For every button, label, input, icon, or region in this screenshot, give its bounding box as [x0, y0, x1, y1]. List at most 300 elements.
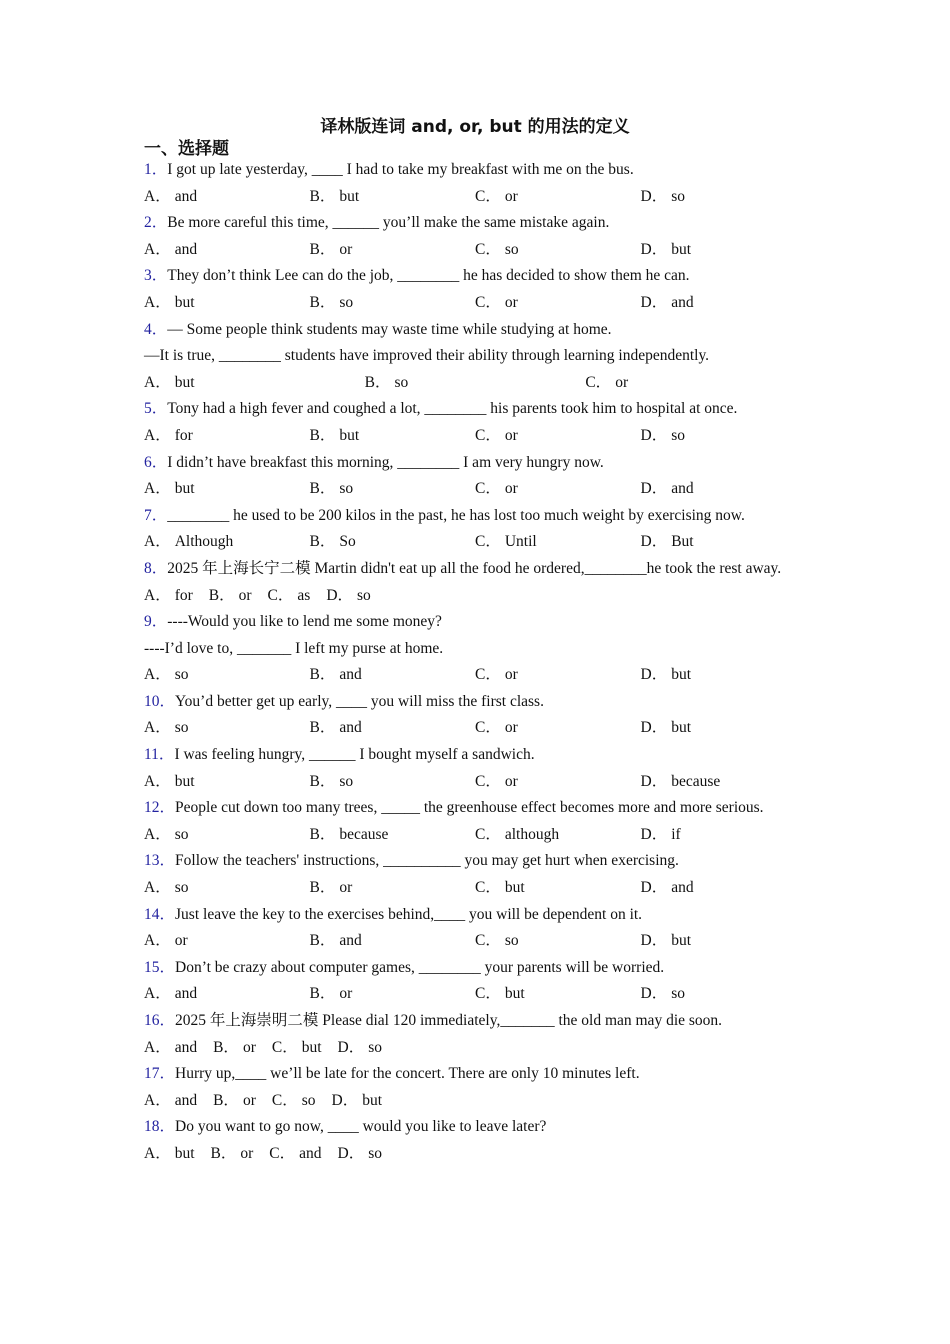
- answer-option: [365, 370, 586, 397]
- answer-option: [213, 1035, 256, 1062]
- option-letter: B．: [309, 932, 336, 950]
- option-letter: A．: [144, 1091, 171, 1109]
- question-text: Do you want to go now, ____ would you like to leave later?: [175, 1118, 547, 1136]
- option-text: So: [339, 533, 356, 551]
- option-text: but: [362, 1091, 383, 1109]
- answer-option: [310, 529, 476, 556]
- option-text: for: [174, 426, 193, 444]
- option-text: because: [671, 772, 721, 790]
- answer-option: [475, 822, 641, 849]
- option-letter: D．: [640, 293, 668, 311]
- question-text: —It is true, ________ students have improved their ability through learning independently.: [144, 347, 710, 365]
- option-letter: D．: [640, 825, 668, 843]
- question-text: ________ he used to be 200 kilos in the past, he has lost too much weight by exercising now.: [167, 506, 745, 524]
- option-letter: B．: [309, 719, 336, 737]
- answer-option: [641, 529, 807, 556]
- question-number: 2．: [144, 214, 168, 232]
- option-letter: C．: [267, 586, 294, 604]
- answer-option: [310, 237, 476, 264]
- answer-option: [144, 1088, 197, 1115]
- option-text: so: [504, 240, 519, 258]
- answer-option: [475, 875, 641, 902]
- option-text: or: [240, 1144, 254, 1162]
- question-text: Tony had a high fever and coughed a lot, ________ his parents took him to hospital at once.: [167, 400, 738, 418]
- option-letter: A．: [144, 1144, 171, 1162]
- option-text: and: [299, 1144, 322, 1162]
- option-letter: A．: [144, 533, 171, 551]
- option-text: or: [504, 426, 518, 444]
- option-text: and: [174, 240, 198, 258]
- answer-option: [144, 370, 365, 397]
- answer-option: [144, 662, 310, 689]
- option-letter: A．: [144, 825, 171, 843]
- option-letter: D．: [640, 187, 668, 205]
- question-item: [144, 902, 806, 955]
- option-letter: C．: [475, 985, 501, 1003]
- option-letter: B．: [309, 666, 336, 684]
- option-letter: D．: [640, 772, 668, 790]
- option-letter: C．: [475, 719, 501, 737]
- option-letter: D．: [640, 879, 668, 897]
- answer-option: [310, 769, 476, 796]
- answer-option: [144, 237, 310, 264]
- option-text: and: [174, 1091, 198, 1109]
- option-text: or: [504, 719, 518, 737]
- question-stem: [144, 1061, 806, 1088]
- option-letter: B．: [309, 772, 336, 790]
- question-number: 3．: [144, 267, 168, 285]
- answer-option: [475, 981, 641, 1008]
- answer-option: [144, 184, 310, 211]
- option-letter: D．: [640, 666, 668, 684]
- answer-option: [641, 290, 807, 317]
- option-text: and: [339, 719, 362, 737]
- answer-options: [144, 662, 806, 689]
- question-text: People cut down too many trees, _____ the greenhouse effect becomes more and more serious.: [175, 799, 764, 817]
- option-text: or: [242, 1038, 256, 1056]
- option-letter: A．: [144, 480, 171, 498]
- option-text: or: [504, 772, 518, 790]
- option-letter: C．: [585, 373, 612, 391]
- option-letter: B．: [213, 1091, 239, 1109]
- question-stem: [144, 317, 806, 344]
- question-number: 15．: [144, 958, 176, 976]
- answer-option: [310, 981, 476, 1008]
- answer-options: [144, 928, 806, 955]
- option-letter: C．: [475, 480, 501, 498]
- answer-option: [310, 875, 476, 902]
- answer-options: [144, 1088, 806, 1115]
- question-number: 7．: [144, 506, 168, 524]
- question-text: You’d better get up early, ____ you will miss the first class.: [175, 692, 544, 710]
- option-letter: D．: [640, 932, 668, 950]
- option-text: but: [671, 932, 692, 950]
- question-text: They don’t think Lee can do the job, ________ he has decided to show them he can.: [167, 267, 690, 285]
- answer-option: [641, 875, 807, 902]
- answer-option: [144, 290, 310, 317]
- question-item: [144, 1008, 806, 1061]
- option-letter: C．: [475, 293, 501, 311]
- option-text: and: [174, 985, 198, 1003]
- option-text: and: [671, 879, 694, 897]
- option-text: so: [174, 719, 189, 737]
- answer-option: [326, 583, 371, 610]
- section-heading: 一、选择题: [144, 139, 229, 159]
- answer-option: [310, 290, 476, 317]
- question-stem: [144, 210, 806, 237]
- answer-option: [272, 1088, 316, 1115]
- answer-option: [475, 769, 641, 796]
- question-item: [144, 503, 806, 556]
- option-letter: D．: [640, 533, 668, 551]
- option-text: so: [671, 985, 685, 1003]
- answer-option: [144, 822, 310, 849]
- option-letter: D．: [326, 586, 354, 604]
- answer-option: [475, 423, 641, 450]
- option-letter: A．: [144, 1038, 171, 1056]
- question-item: [144, 609, 806, 689]
- option-text: and: [174, 1038, 198, 1056]
- option-text: and: [671, 480, 694, 498]
- option-text: so: [339, 772, 354, 790]
- answer-option: [144, 583, 193, 610]
- answer-option: [144, 875, 310, 902]
- answer-options: [144, 476, 806, 503]
- question-stem-continued: [144, 636, 806, 663]
- option-text: so: [174, 879, 189, 897]
- answer-option: [641, 928, 807, 955]
- question-item: [144, 263, 806, 316]
- option-text: so: [174, 825, 189, 843]
- answer-options: [144, 529, 806, 556]
- answer-option: [475, 529, 641, 556]
- question-number: 10．: [144, 692, 176, 710]
- answer-option: [272, 1035, 322, 1062]
- question-text: 2025 年上海长宁二模 Martin didn't eat up all the food he ordered,________he took the rest away.: [167, 559, 782, 577]
- answer-option: [144, 769, 310, 796]
- option-letter: A．: [144, 879, 171, 897]
- option-letter: C．: [269, 1144, 296, 1162]
- answer-options: [144, 1141, 806, 1168]
- option-letter: C．: [475, 426, 501, 444]
- question-text: Follow the teachers' instructions, __________ you may get hurt when exercising.: [175, 852, 679, 870]
- question-text: I was feeling hungry, ______ I bought myself a sandwich.: [174, 746, 535, 764]
- option-letter: B．: [309, 879, 336, 897]
- question-item: [144, 157, 806, 210]
- option-letter: C．: [475, 533, 501, 551]
- question-item: [144, 396, 806, 449]
- option-text: but: [301, 1038, 322, 1056]
- answer-options: [144, 715, 806, 742]
- question-item: [144, 689, 806, 742]
- answer-options: [144, 423, 806, 450]
- question-item: [144, 955, 806, 1008]
- question-item: [144, 210, 806, 263]
- answer-option: [144, 928, 310, 955]
- option-letter: B．: [309, 533, 336, 551]
- option-text: but: [174, 480, 195, 498]
- answer-option: [475, 237, 641, 264]
- option-text: so: [394, 373, 409, 391]
- option-text: or: [339, 985, 353, 1003]
- option-letter: D．: [640, 240, 668, 258]
- question-text: Be more careful this time, ______ you’ll make the same mistake again.: [167, 214, 610, 232]
- answer-options: [144, 184, 806, 211]
- option-text: or: [615, 373, 629, 391]
- option-letter: A．: [144, 586, 171, 604]
- option-text: so: [357, 586, 371, 604]
- question-number: 11．: [144, 746, 175, 764]
- question-text: Hurry up,____ we’ll be late for the concert. There are only 10 minutes left.: [175, 1065, 640, 1083]
- option-text: But: [671, 533, 694, 551]
- option-letter: A．: [144, 932, 171, 950]
- option-text: although: [504, 825, 560, 843]
- question-stem: [144, 1008, 806, 1035]
- question-text: ----I’d love to, _______ I left my purse at home.: [144, 639, 444, 657]
- answer-option: [641, 184, 807, 211]
- option-text: or: [242, 1091, 256, 1109]
- question-item: [144, 795, 806, 848]
- option-letter: D．: [640, 480, 668, 498]
- option-letter: A．: [144, 373, 171, 391]
- answer-option: [144, 715, 310, 742]
- answer-option: [213, 1088, 256, 1115]
- option-letter: D．: [640, 719, 668, 737]
- question-stem: [144, 848, 806, 875]
- question-stem: [144, 689, 806, 716]
- option-text: or: [174, 932, 188, 950]
- option-text: but: [504, 985, 525, 1003]
- answer-options: [144, 981, 806, 1008]
- option-text: but: [504, 879, 525, 897]
- answer-option: [641, 715, 807, 742]
- option-letter: B．: [309, 240, 336, 258]
- question-number: 9．: [144, 613, 168, 631]
- question-stem: [144, 503, 806, 530]
- answer-option: [585, 370, 806, 397]
- option-letter: B．: [210, 1144, 237, 1162]
- answer-option: [338, 1035, 383, 1062]
- option-text: as: [297, 586, 311, 604]
- option-text: Until: [504, 533, 537, 551]
- answer-option: [475, 290, 641, 317]
- option-letter: B．: [309, 480, 336, 498]
- question-item: [144, 848, 806, 901]
- question-number: 4．: [144, 320, 168, 338]
- option-text: because: [339, 825, 389, 843]
- option-letter: A．: [144, 719, 171, 737]
- question-stem: [144, 556, 806, 583]
- question-text: Just leave the key to the exercises behind,____ you will be dependent on it.: [175, 905, 643, 923]
- answer-options: [144, 370, 806, 397]
- answer-option: [332, 1088, 383, 1115]
- question-text: I didn’t have breakfast this morning, ________ I am very hungry now.: [167, 453, 604, 471]
- option-text: but: [671, 719, 692, 737]
- question-stem: [144, 263, 806, 290]
- option-letter: B．: [309, 187, 336, 205]
- option-letter: D．: [640, 426, 668, 444]
- question-stem: [144, 795, 806, 822]
- question-text: ----Would you like to lend me some money?: [167, 613, 442, 631]
- question-number: 12．: [144, 799, 176, 817]
- answer-option: [310, 662, 476, 689]
- question-item: [144, 450, 806, 503]
- option-text: or: [238, 586, 252, 604]
- answer-option: [144, 981, 310, 1008]
- option-text: but: [174, 1144, 195, 1162]
- option-letter: C．: [475, 772, 501, 790]
- answer-option: [144, 1141, 195, 1168]
- option-text: if: [671, 825, 681, 843]
- question-number: 18．: [144, 1118, 176, 1136]
- option-letter: C．: [475, 666, 501, 684]
- answer-options: [144, 769, 806, 796]
- answer-option: [475, 662, 641, 689]
- answer-option: [475, 715, 641, 742]
- option-text: or: [504, 480, 518, 498]
- answer-options: [144, 875, 806, 902]
- option-letter: C．: [475, 932, 501, 950]
- question-stem-continued: [144, 343, 806, 370]
- option-text: or: [504, 293, 518, 311]
- option-letter: A．: [144, 666, 171, 684]
- option-text: or: [504, 187, 518, 205]
- option-letter: A．: [144, 240, 171, 258]
- option-text: Although: [174, 533, 234, 551]
- option-text: and: [671, 293, 694, 311]
- document-title: 译林版连词 and, or, but 的用法的定义: [320, 117, 630, 137]
- answer-option: [209, 583, 252, 610]
- option-letter: D．: [337, 1144, 365, 1162]
- answer-option: [211, 1141, 254, 1168]
- option-letter: D．: [331, 1091, 359, 1109]
- option-letter: B．: [309, 825, 336, 843]
- answer-option: [641, 237, 807, 264]
- answer-option: [310, 715, 476, 742]
- answer-option: [641, 662, 807, 689]
- option-text: so: [504, 932, 519, 950]
- answer-option: [641, 769, 807, 796]
- option-text: so: [301, 1091, 316, 1109]
- option-letter: A．: [144, 187, 171, 205]
- answer-option: [268, 583, 311, 610]
- option-text: so: [671, 187, 685, 205]
- option-letter: C．: [475, 879, 501, 897]
- option-letter: C．: [475, 825, 501, 843]
- answer-option: [144, 1035, 197, 1062]
- option-letter: B．: [309, 293, 336, 311]
- answer-option: [641, 476, 807, 503]
- option-text: so: [671, 426, 685, 444]
- answer-option: [475, 184, 641, 211]
- option-text: or: [339, 240, 353, 258]
- question-number: 14．: [144, 905, 176, 923]
- option-letter: C．: [271, 1091, 298, 1109]
- option-letter: B．: [309, 426, 336, 444]
- option-letter: B．: [364, 373, 391, 391]
- option-text: but: [339, 426, 360, 444]
- question-item: [144, 317, 806, 397]
- question-stem: [144, 955, 806, 982]
- question-number: 16．: [144, 1012, 176, 1029]
- option-letter: C．: [271, 1038, 298, 1056]
- option-letter: A．: [144, 772, 171, 790]
- option-text: so: [174, 666, 189, 684]
- question-text: I got up late yesterday, ____ I had to take my breakfast with me on the bus.: [167, 161, 634, 178]
- option-text: so: [368, 1144, 383, 1162]
- question-stem: [144, 396, 806, 423]
- answer-option: [641, 423, 807, 450]
- option-text: but: [174, 772, 195, 790]
- answer-option: [475, 928, 641, 955]
- option-text: so: [339, 480, 354, 498]
- answer-option: [310, 822, 476, 849]
- answer-option: [641, 822, 807, 849]
- option-text: for: [174, 586, 193, 604]
- question-stem: [144, 609, 806, 636]
- option-letter: A．: [144, 985, 171, 1003]
- option-letter: A．: [144, 293, 171, 311]
- answer-options: [144, 237, 806, 264]
- option-text: but: [671, 666, 692, 684]
- option-text: or: [339, 879, 353, 897]
- answer-option: [310, 423, 476, 450]
- question-item: [144, 742, 806, 795]
- option-letter: C．: [475, 240, 501, 258]
- question-item: [144, 556, 806, 609]
- option-letter: A．: [144, 426, 171, 444]
- question-item: [144, 1061, 806, 1114]
- option-text: or: [504, 666, 518, 684]
- option-text: so: [368, 1038, 383, 1056]
- answer-option: [144, 476, 310, 503]
- option-letter: B．: [213, 1038, 239, 1056]
- question-text: Don’t be crazy about computer games, ________ your parents will be worried.: [175, 958, 665, 976]
- option-letter: D．: [640, 985, 668, 1003]
- answer-option: [269, 1141, 321, 1168]
- question-stem: [144, 157, 806, 184]
- question-number: 13．: [144, 852, 176, 870]
- answer-option: [475, 476, 641, 503]
- question-list: [144, 157, 806, 1168]
- answer-option: [310, 184, 476, 211]
- answer-option: [338, 1141, 383, 1168]
- question-text: — Some people think students may waste time while studying at home.: [167, 320, 612, 338]
- question-stem: [144, 450, 806, 477]
- question-number: 1．: [144, 161, 168, 178]
- answer-option: [310, 928, 476, 955]
- answer-option: [641, 981, 807, 1008]
- option-letter: B．: [208, 586, 235, 604]
- option-text: but: [339, 187, 360, 205]
- answer-options: [144, 290, 806, 317]
- question-number: 5．: [144, 400, 168, 418]
- option-text: and: [339, 666, 362, 684]
- option-text: but: [174, 293, 195, 311]
- answer-options: [144, 822, 806, 849]
- answer-option: [144, 529, 310, 556]
- question-stem: [144, 1114, 806, 1141]
- answer-option: [310, 476, 476, 503]
- answer-options: [144, 583, 806, 610]
- question-stem: [144, 742, 806, 769]
- option-text: but: [671, 240, 692, 258]
- question-text: 2025 年上海崇明二模 Please dial 120 immediately,_______ the old man may die soon.: [175, 1012, 723, 1029]
- question-stem: [144, 902, 806, 929]
- question-number: 6．: [144, 453, 168, 471]
- option-letter: B．: [309, 985, 336, 1003]
- question-item: [144, 1114, 806, 1167]
